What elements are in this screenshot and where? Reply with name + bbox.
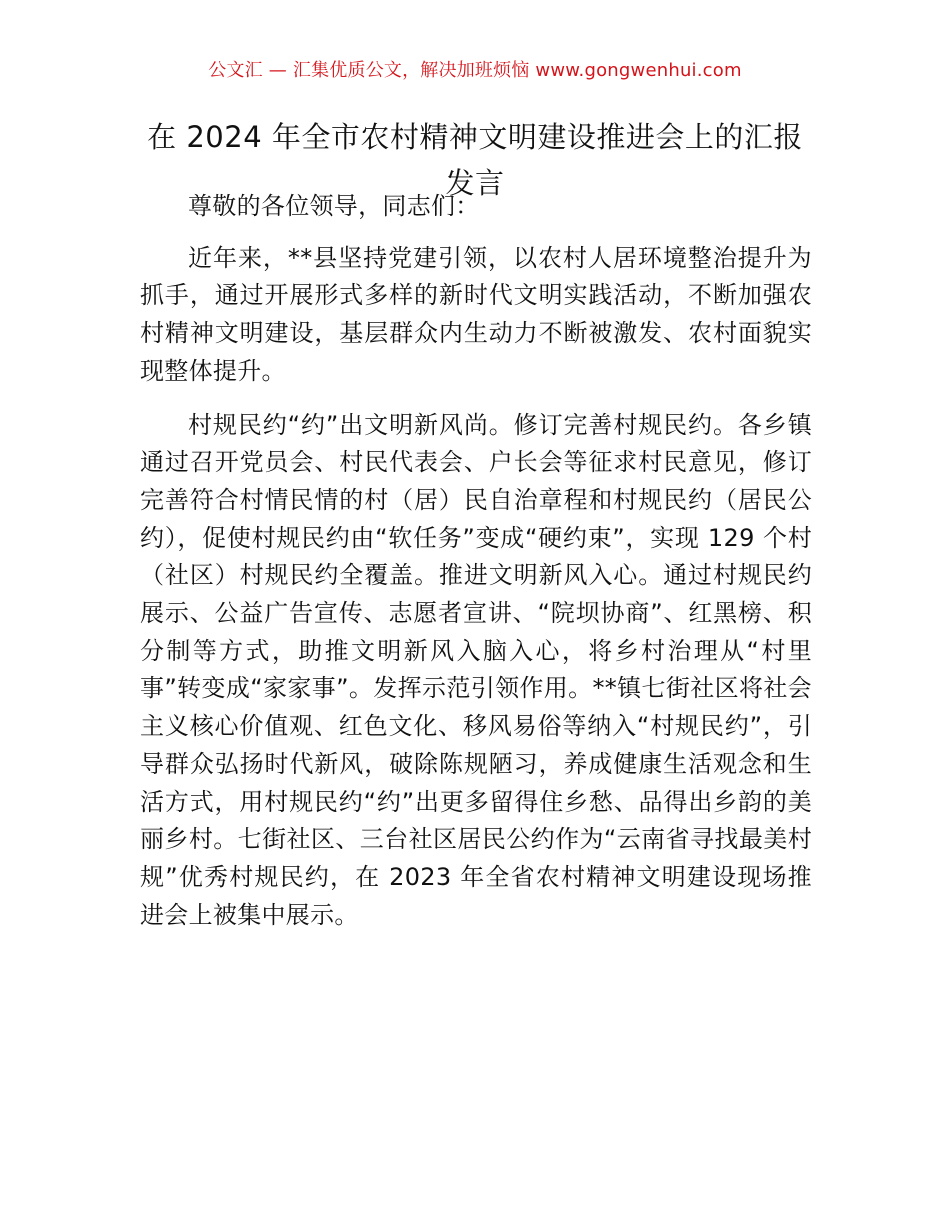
- header-banner: 公文汇 — 汇集优质公文，解决加班烦恼 www.gongwenhui.com: [208, 60, 742, 81]
- document-title: 在 2024 年全市农村精神文明建设推进会上的汇报发言: [147, 120, 803, 200]
- paragraph-village-rules: 村规民约“约”出文明新风尚。修订完善村规民约。各乡镇通过召开党员会、村民代表会、户长会等征求村民意见，修订完善符合村情民情的村（居）民自治章程和村规民约（居民公约），促使村规民约由“软任务”变成“硬约束”，实现 129 个村（社区）村规民约全覆盖。推进文明新风入心。通过村规民约展示、公益广告宣传、志愿者宣讲、“院坝协商”、红黑榜、积分制等方式，助推文明新风入脑入心，将乡村治理从“村里事”转变成“家家事”。发挥示范引领作用。**镇七街社区将社会主义核心价值观、红色文化、移风易俗等纳入“村规民约”，引导群众弘扬时代新风，破除陈规陋习，养成健康生活观念和生活方式，用村规民约“约”出更多留得住乡愁、品得出乡韵的美丽乡村。七街社区、三台社区居民公约作为“云南省寻找最美村规”优秀村规民约，在 2023 年全省农村精神文明建设现场推进会上被集中展示。: [140, 410, 812, 929]
- document-body: [140, 188, 812, 934]
- salutation: 尊敬的各位领导，同志们：: [188, 192, 480, 220]
- paragraph-intro: 近年来，**县坚持党建引领，以农村人居环境整治提升为抓手，通过开展形式多样的新时代文明实践活动，不断加强农村精神文明建设，基层群众内生动力不断被激发、农村面貌实现整体提升。: [140, 243, 812, 385]
